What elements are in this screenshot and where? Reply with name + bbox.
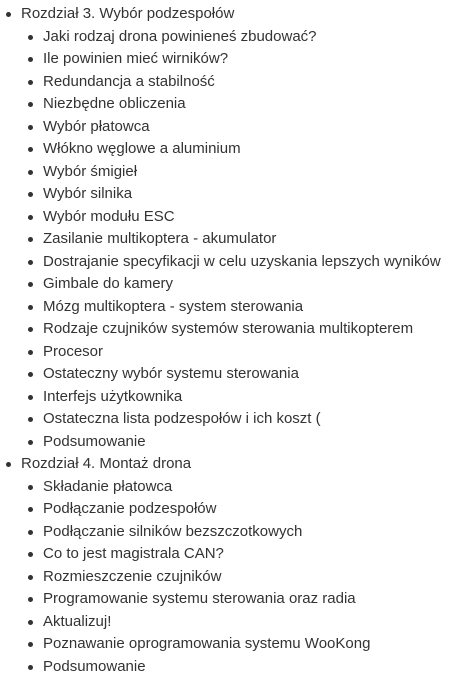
bullet-icon (28, 530, 33, 535)
list-item (0, 521, 460, 544)
bullet-icon (28, 192, 33, 197)
section-title: Ostateczny wybór systemu sterowania (43, 365, 299, 382)
bullet-icon (28, 485, 33, 490)
bullet-icon (28, 327, 33, 332)
section-title: Wybór silnika (43, 185, 133, 202)
chapter-4 (0, 453, 460, 476)
section-title: Aktualizuj! (43, 612, 112, 630)
list-item (0, 26, 460, 49)
bullet-icon (28, 552, 33, 557)
list-item (0, 251, 460, 274)
list-item (0, 431, 460, 454)
section-title: Włókno węglowe a aluminium (43, 140, 241, 157)
section-title: Niezbędne obliczenia (43, 95, 186, 112)
list-item (0, 363, 460, 386)
list-item (0, 566, 460, 589)
bullet-icon (28, 597, 33, 602)
bullet-icon (28, 642, 33, 647)
list-item (0, 183, 460, 206)
section-title: Interfejs użytkownika (43, 387, 183, 405)
section-title: Podsumowanie (43, 432, 146, 450)
chapter-3-sections (0, 26, 460, 454)
bullet-icon (28, 395, 33, 400)
bullet-icon (28, 305, 33, 310)
bullet-icon (28, 170, 33, 175)
section-title: Składanie płatowca (43, 477, 173, 495)
section-title: Co to jest magistrala CAN? (43, 545, 224, 562)
section-title: Jaki rodzaj drona powinieneś zbudować? (43, 27, 317, 45)
list-item (0, 296, 460, 319)
bullet-icon (28, 215, 33, 220)
bullet-icon (28, 237, 33, 242)
bullet-icon (28, 440, 33, 445)
section-title: Programowanie systemu sterowania oraz radia (43, 590, 356, 607)
bullet-icon (28, 80, 33, 85)
bullet-icon (28, 35, 33, 40)
chapter-title: Rozdział 3. Wybór podzespołów (21, 5, 235, 22)
chapter-title: Rozdział 4. Montaż drona (21, 455, 192, 472)
section-title: Rozmieszczenie czujników (43, 567, 222, 585)
bullet-icon (28, 372, 33, 377)
list-item (0, 588, 460, 611)
list-item (0, 206, 460, 229)
bullet-icon (28, 282, 33, 287)
list-item (0, 161, 460, 184)
section-title: Redundancja a stabilność (43, 72, 215, 90)
list-item (0, 498, 460, 521)
list-item (0, 408, 460, 431)
bullet-icon (28, 102, 33, 107)
section-title: Podłączanie silników bezszczotkowych (43, 522, 303, 540)
list-item (0, 71, 460, 94)
section-title: Wybór płatowca (43, 117, 150, 135)
section-title: Rodzaje czujników systemów sterowania multikopterem (43, 320, 414, 337)
section-title: Mózg multikoptera - system sterowania (43, 297, 304, 315)
section-title: Podłączanie podzespołów (43, 500, 217, 517)
section-title: Ile powinien mieć wirników? (43, 50, 229, 67)
bullet-icon (28, 57, 33, 62)
list-item (0, 386, 460, 409)
section-title: Gimbale do kamery (43, 275, 174, 292)
section-title: Ostateczna lista podzespołów i ich koszt ( (43, 410, 321, 427)
bullet-icon (28, 417, 33, 422)
section-title: Zasilanie multikoptera - akumulator (43, 230, 277, 247)
section-title: Dostrajanie specyfikacji w celu uzyskania lepszych wyników (43, 252, 441, 270)
bullet-icon (28, 260, 33, 265)
list-item (0, 116, 460, 139)
section-title: Poznawanie oprogramowania systemu WooKong (43, 635, 371, 652)
bullet-icon (28, 147, 33, 152)
bullet-icon (28, 507, 33, 512)
list-item (0, 633, 460, 656)
list-item (0, 341, 460, 364)
section-title: Procesor (43, 342, 104, 360)
bullet-icon (6, 12, 11, 17)
chapter-4-sections (0, 476, 460, 679)
bullet-icon (28, 125, 33, 130)
list-item (0, 93, 460, 116)
list-item (0, 611, 460, 634)
list-item (0, 138, 460, 161)
list-item (0, 656, 460, 679)
list-item (0, 543, 460, 566)
chapter-3 (0, 3, 460, 26)
bullet-icon (6, 462, 11, 467)
bullet-icon (28, 350, 33, 355)
section-title: Wybór modułu ESC (43, 207, 175, 225)
list-item (0, 273, 460, 296)
section-title: Wybór śmigieł (43, 162, 138, 180)
bullet-icon (28, 620, 33, 625)
bullet-icon (28, 575, 33, 580)
list-item (0, 318, 460, 341)
table-of-contents (0, 3, 460, 678)
list-item (0, 476, 460, 499)
bullet-icon (28, 665, 33, 670)
list-item (0, 48, 460, 71)
list-item (0, 228, 460, 251)
section-title: Podsumowanie (43, 657, 146, 675)
